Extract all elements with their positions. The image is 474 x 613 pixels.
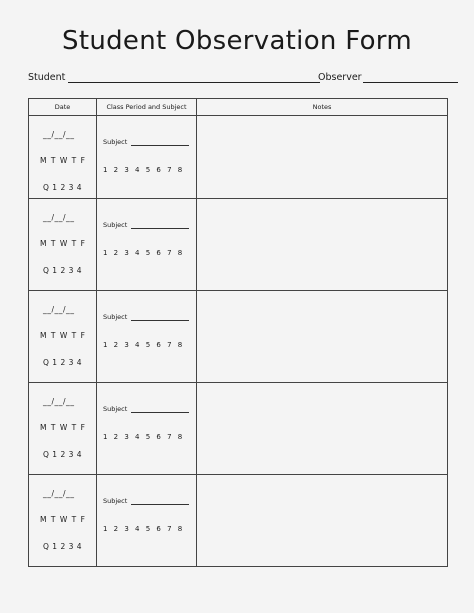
subject-field[interactable] <box>103 313 189 321</box>
date-cell[interactable] <box>29 475 97 567</box>
student-blank-line[interactable] <box>68 72 320 83</box>
weekday-options[interactable]: M T W T F <box>40 331 86 340</box>
notes-cell[interactable] <box>197 199 448 291</box>
subject-blank-line[interactable] <box>131 314 189 321</box>
page-title: Student Observation Form <box>62 26 412 56</box>
class-period-cell[interactable] <box>97 199 197 291</box>
subject-label: Subject <box>103 313 128 321</box>
column-header-class-period: Class Period and Subject <box>97 99 197 116</box>
weekday-options[interactable]: M T W T F <box>40 515 86 524</box>
period-options[interactable]: 1 2 3 4 5 6 7 8 <box>103 249 183 257</box>
notes-cell[interactable] <box>197 116 448 199</box>
table-row <box>29 116 448 199</box>
date-blank[interactable]: __/__/__ <box>43 130 75 139</box>
subject-blank-line[interactable] <box>131 498 189 505</box>
column-header-date: Date <box>29 99 97 116</box>
date-blank[interactable]: __/__/__ <box>43 489 75 498</box>
table-row <box>29 291 448 383</box>
subject-field[interactable] <box>103 138 189 146</box>
observation-table <box>28 98 448 567</box>
subject-label: Subject <box>103 497 128 505</box>
date-cell[interactable] <box>29 199 97 291</box>
table-row <box>29 383 448 475</box>
subject-field[interactable] <box>103 405 189 413</box>
subject-blank-line[interactable] <box>131 139 189 146</box>
date-blank[interactable]: __/__/__ <box>43 213 75 222</box>
period-options[interactable]: 1 2 3 4 5 6 7 8 <box>103 166 183 174</box>
table-row <box>29 475 448 567</box>
quarter-options[interactable]: Q 1 2 3 4 <box>43 266 83 275</box>
subject-label: Subject <box>103 138 128 146</box>
quarter-options[interactable]: Q 1 2 3 4 <box>43 358 83 367</box>
student-field[interactable] <box>28 72 320 83</box>
period-options[interactable]: 1 2 3 4 5 6 7 8 <box>103 433 183 441</box>
subject-label: Subject <box>103 405 128 413</box>
notes-cell[interactable] <box>197 475 448 567</box>
weekday-options[interactable]: M T W T F <box>40 423 86 432</box>
student-label: Student <box>28 72 66 83</box>
weekday-options[interactable]: M T W T F <box>40 156 86 165</box>
subject-label: Subject <box>103 221 128 229</box>
class-period-cell[interactable] <box>97 383 197 475</box>
class-period-cell[interactable] <box>97 291 197 383</box>
observer-label: Observer <box>318 72 362 83</box>
notes-cell[interactable] <box>197 291 448 383</box>
date-blank[interactable]: __/__/__ <box>43 305 75 314</box>
table-row <box>29 199 448 291</box>
period-options[interactable]: 1 2 3 4 5 6 7 8 <box>103 525 183 533</box>
period-options[interactable]: 1 2 3 4 5 6 7 8 <box>103 341 183 349</box>
column-header-notes: Notes <box>197 99 448 116</box>
date-cell[interactable] <box>29 116 97 199</box>
date-cell[interactable] <box>29 383 97 475</box>
date-blank[interactable]: __/__/__ <box>43 397 75 406</box>
date-cell[interactable] <box>29 291 97 383</box>
class-period-cell[interactable] <box>97 116 197 199</box>
subject-field[interactable] <box>103 497 189 505</box>
subject-blank-line[interactable] <box>131 406 189 413</box>
weekday-options[interactable]: M T W T F <box>40 239 86 248</box>
notes-cell[interactable] <box>197 383 448 475</box>
subject-field[interactable] <box>103 221 189 229</box>
observer-blank-line[interactable] <box>363 72 458 83</box>
class-period-cell[interactable] <box>97 475 197 567</box>
subject-blank-line[interactable] <box>131 222 189 229</box>
observer-field[interactable] <box>318 72 458 83</box>
quarter-options[interactable]: Q 1 2 3 4 <box>43 542 83 551</box>
quarter-options[interactable]: Q 1 2 3 4 <box>43 183 83 192</box>
table-header-row <box>29 99 448 116</box>
quarter-options[interactable]: Q 1 2 3 4 <box>43 450 83 459</box>
